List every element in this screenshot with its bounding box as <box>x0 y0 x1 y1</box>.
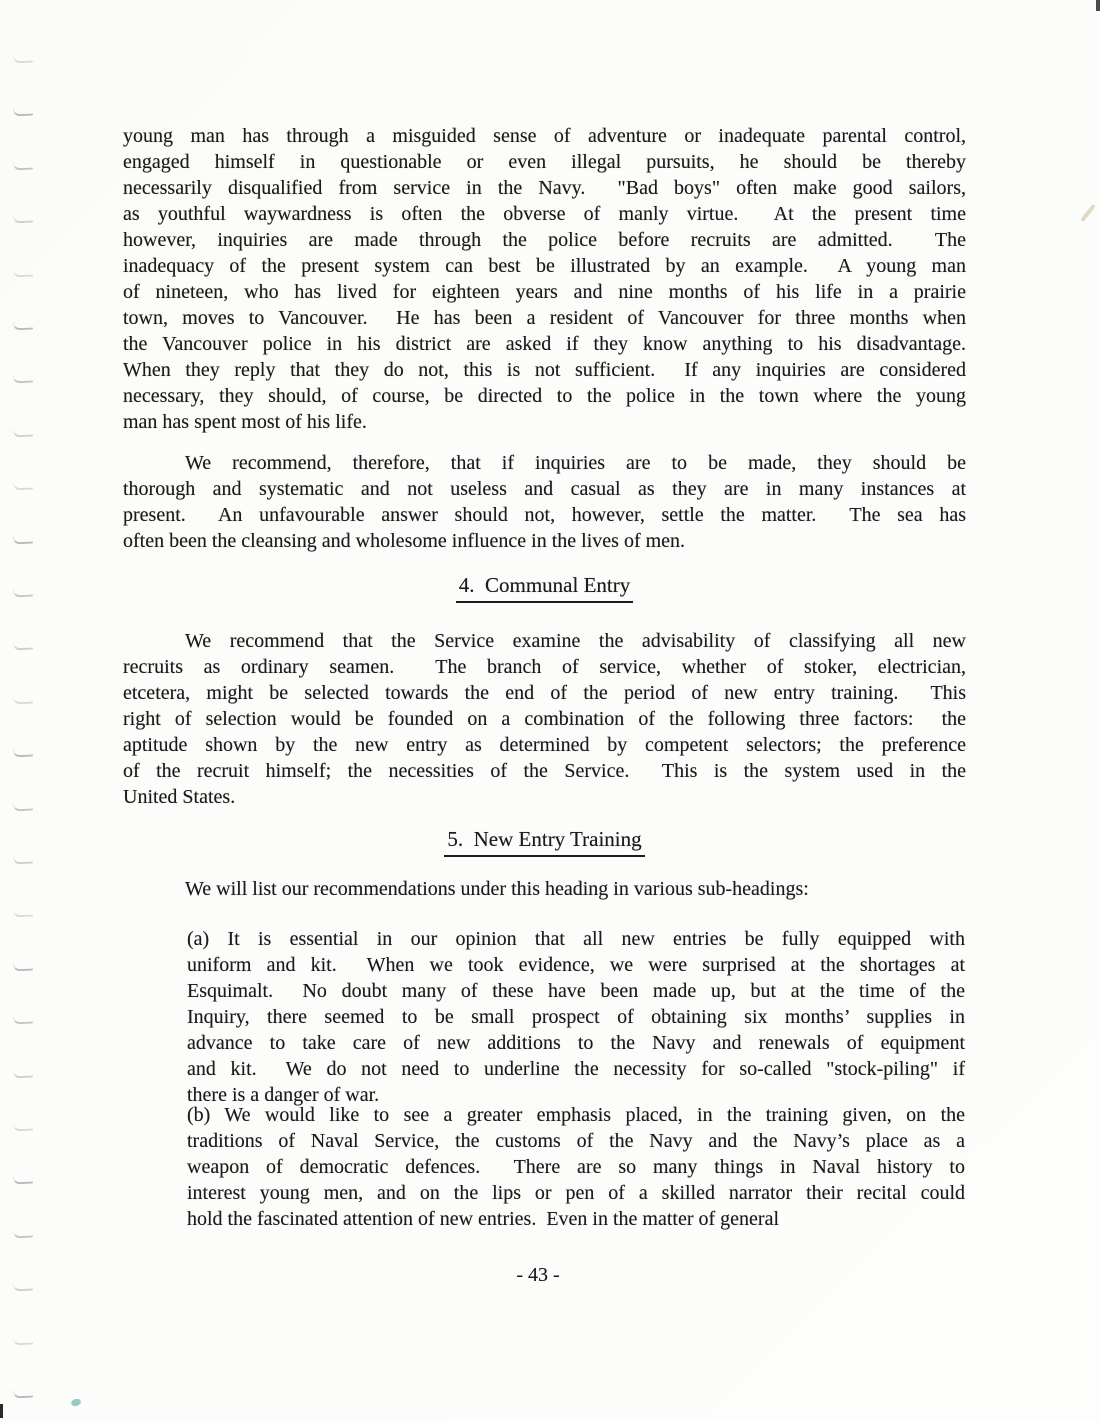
scan-edge-mark-bottom <box>0 1404 3 1418</box>
binding-hole-mark <box>13 909 33 918</box>
text-line: United States. <box>123 786 236 808</box>
binding-hole-mark <box>13 642 33 651</box>
text-line: the Vancouver police in his district are asked if they know anything to his disadvantage. <box>123 333 966 355</box>
text-line: of the recruit himself; the necessities of the Service. This is the system used in the <box>123 760 966 782</box>
subitem-b-traditions <box>187 1102 965 1232</box>
text-line: and kit. We do not need to underline the necessity for so-called "stock-piling" if <box>187 1058 965 1080</box>
binding-hole-mark <box>13 482 33 491</box>
text-line: young man has through a misguided sense of adventure or inadequate parental control, <box>123 125 966 147</box>
text-line: uniform and kit. When we took evidence, we were surprised at the shortages at <box>187 954 965 976</box>
text-line: often been the cleansing and wholesome influence in the lives of men. <box>123 530 686 552</box>
subitem-a-equipment <box>187 926 965 1108</box>
binding-hole-mark <box>13 589 33 598</box>
text-line: (a) It is essential in our opinion that all new entries be fully equipped with <box>187 928 965 950</box>
binding-hole-mark <box>13 322 33 331</box>
text-line: present. An unfavourable answer should not, however, settle the matter. The sea has <box>123 504 966 526</box>
text-line: We recommend, therefore, that if inquiries are to be made, they should be <box>185 452 966 474</box>
section-heading-new-entry-training <box>123 826 966 857</box>
binding-hole-mark <box>13 375 33 384</box>
text-line: hold the fascinated attention of new entries. Even in the matter of general <box>187 1208 780 1230</box>
binding-hole-mark <box>13 962 33 971</box>
text-line: We will list our recommendations under this heading in various sub-headings: <box>185 878 809 900</box>
binding-hole-mark <box>13 428 33 437</box>
binding-hole-mark <box>13 1390 33 1399</box>
text-line: necessary, they should, of course, be directed to the police in the town where the young <box>123 385 966 407</box>
binding-hole-mark <box>13 802 33 811</box>
page-number: - 43 - <box>516 1264 560 1286</box>
text-line: recruits as ordinary seamen. The branch of service, whether of stoker, electrician, <box>123 656 966 678</box>
binding-hole-mark <box>13 1283 33 1292</box>
binding-hole-mark <box>13 55 33 64</box>
paragraph-subheadings-intro <box>123 876 966 902</box>
text-line: weapon of democratic defences. There are so many things in Naval history to <box>187 1156 965 1178</box>
binding-hole-mark <box>13 535 33 544</box>
text-line: however, inquiries are made through the police before recruits are admitted. The <box>123 229 966 251</box>
binding-hole-mark <box>13 1176 33 1185</box>
scan-smudge <box>1080 204 1095 222</box>
text-line: advance to take care of new additions to the Navy and renewals of equipment <box>187 1032 965 1054</box>
text-line: inadequacy of the present system can best be illustrated by an example. A young man <box>123 255 966 277</box>
text-line: Inquiry, there seemed to be small prospect of obtaining six months’ supplies in <box>187 1006 965 1028</box>
binding-hole-mark <box>13 161 33 170</box>
text-line: interest young men, and on the lips or pen of a skilled narrator their recital could <box>187 1182 965 1204</box>
text-line: engaged himself in questionable or even illegal pursuits, he should be thereby <box>123 151 966 173</box>
section-heading-communal-entry-text: 4. Communal Entry <box>456 572 634 603</box>
binding-hole-mark <box>13 695 33 704</box>
binding-hole-mark <box>13 108 33 117</box>
binding-hole-mark <box>13 856 33 865</box>
text-line: When they reply that they do not, this is not sufficient. If any inquiries are considered <box>123 359 966 381</box>
binding-hole-mark <box>13 1229 33 1238</box>
text-line: man has spent most of his life. <box>123 411 367 433</box>
section-heading-communal-entry <box>123 572 966 603</box>
text-line: (b) We would like to see a greater emphasis placed, in the training given, on the <box>187 1104 965 1126</box>
text-line: as youthful waywardness is often the obverse of manly virtue. At the present time <box>123 203 966 225</box>
paragraph-police-inquiries <box>123 123 966 435</box>
binding-hole-mark <box>13 215 33 224</box>
text-line: thorough and systematic and not useless and casual as they are in many instances at <box>123 478 966 500</box>
text-line: We recommend that the Service examine the advisability of classifying all new <box>185 630 966 652</box>
text-line: right of selection would be founded on a combination of the following three factors: the <box>123 708 966 730</box>
text-line: etcetera, might be selected towards the end of the period of new entry training. This <box>123 682 966 704</box>
text-line: of nineteen, who has lived for eighteen years and nine months of his life in a prairie <box>123 281 966 303</box>
section-heading-new-entry-training-text: 5. New Entry Training <box>444 826 644 857</box>
paragraph-recommend-inquiries <box>123 450 966 554</box>
paragraph-communal-entry-body <box>123 628 966 810</box>
binding-hole-mark <box>13 1016 33 1025</box>
text-line: town, moves to Vancouver. He has been a resident of Vancouver for three months when <box>123 307 966 329</box>
binding-hole-mark <box>13 268 33 277</box>
scan-edge-mark-top <box>1096 0 1100 11</box>
binding-hole-mark <box>13 749 33 758</box>
text-line: there is a danger of war. <box>187 1084 380 1106</box>
ink-dot <box>70 1398 82 1408</box>
binding-hole-mark <box>13 1069 33 1078</box>
text-line: Esquimalt. No doubt many of these have been made up, but at the time of the <box>187 980 965 1002</box>
text-line: traditions of Naval Service, the customs of the Navy and the Navy’s place as a <box>187 1130 965 1152</box>
text-line: necessarily disqualified from service in the Navy. "Bad boys" often make good sailors, <box>123 177 966 199</box>
binding-hole-mark <box>13 1123 33 1132</box>
binding-hole-mark <box>13 1336 33 1345</box>
text-line: aptitude shown by the new entry as determined by competent selectors; the preference <box>123 734 966 756</box>
